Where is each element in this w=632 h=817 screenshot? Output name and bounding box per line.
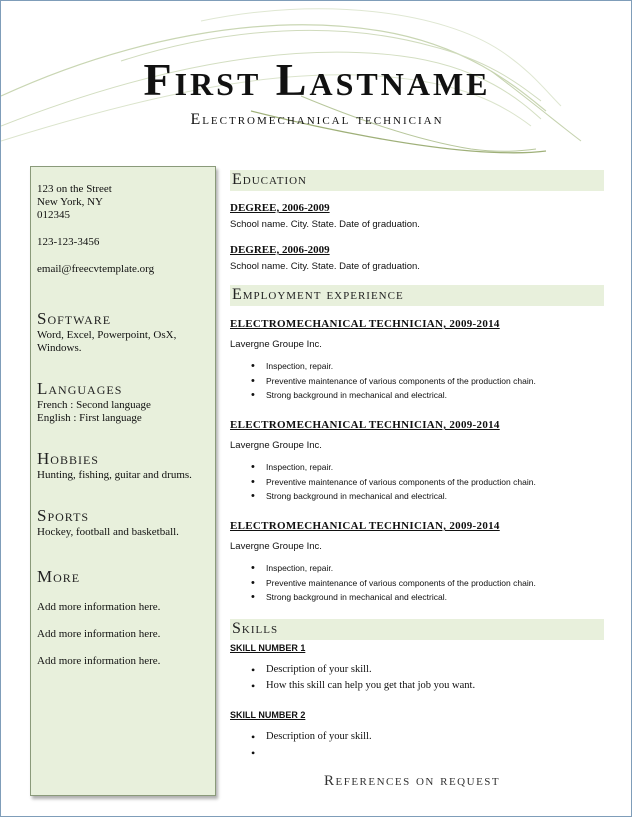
more-line: Add more information here.: [37, 601, 161, 613]
language-line: French : Second language: [37, 399, 151, 411]
references-note: References on request: [324, 773, 501, 789]
more-line: Add more information here.: [37, 655, 161, 667]
list-item: • Strong background in mechanical and electrical.: [251, 489, 604, 504]
job-entry: [230, 520, 604, 605]
degree-title: DEGREE, 2006-2009: [230, 202, 330, 214]
company-name: Lavergne Groupe Inc.: [230, 440, 322, 451]
skill-entry: [230, 709, 604, 761]
degree-title: DEGREE, 2006-2009: [230, 244, 330, 256]
degree-detail: School name. City. State. Date of graduation.: [230, 219, 420, 230]
language-line: English : First language: [37, 412, 142, 424]
sidebar-heading-more: More: [37, 567, 81, 586]
address-line: New York, NY: [37, 196, 104, 208]
more-line: Add more information here.: [37, 628, 161, 640]
section-heading-education: Education: [230, 170, 604, 191]
job-title: ELECTROMECHANICAL TECHNICIAN, 2009-2014: [230, 520, 500, 532]
company-name: Lavergne Groupe Inc.: [230, 541, 322, 552]
job-duties: [251, 460, 604, 504]
section-heading-skills: Skills: [230, 619, 604, 640]
education-entry: [230, 202, 604, 231]
candidate-name: First Lastname: [143, 54, 491, 105]
list-item: • Preventive maintenance of various components of the production chain.: [251, 475, 604, 490]
job-title: ELECTROMECHANICAL TECHNICIAN, 2009-2014: [230, 419, 500, 431]
contact-sidebar: [30, 166, 216, 796]
job-entry: [230, 419, 604, 504]
skill-entry: [230, 642, 604, 694]
email-address: email@freecvtemplate.org: [37, 263, 155, 275]
company-name: Lavergne Groupe Inc.: [230, 339, 322, 350]
list-item: • How this skill can help you get that job you want.: [251, 678, 604, 694]
list-item: • Preventive maintenance of various components of the production chain.: [251, 576, 604, 591]
skill-details: [251, 662, 604, 694]
address-line: 012345: [37, 209, 70, 221]
list-item: • Strong background in mechanical and electrical.: [251, 590, 604, 605]
address-line: 123 on the Street: [37, 183, 112, 195]
list-item: [251, 745, 604, 761]
skill-name: SKILL NUMBER 1: [230, 643, 306, 653]
degree-detail: School name. City. State. Date of graduation.: [230, 261, 420, 272]
sidebar-heading-hobbies: Hobbies: [37, 449, 99, 468]
list-item: • Strong background in mechanical and electrical.: [251, 388, 604, 403]
sports-text: Hockey, football and basketball.: [37, 526, 179, 538]
skill-details: [251, 729, 604, 761]
list-item: • Description of your skill.: [251, 662, 604, 678]
candidate-title: Electromechanical technician: [190, 111, 444, 128]
list-item: • Inspection, repair.: [251, 460, 604, 475]
list-item: • Inspection, repair.: [251, 359, 604, 374]
hobbies-text: Hunting, fishing, guitar and drums.: [37, 469, 192, 481]
phone-number: 123-123-3456: [37, 236, 100, 248]
sidebar-heading-languages: Languages: [37, 379, 123, 398]
education-entry: [230, 244, 604, 273]
job-entry: [230, 318, 604, 403]
list-item: • Description of your skill.: [251, 729, 604, 745]
software-text: Word, Excel, Powerpoint, OsX, Windows.: [37, 329, 177, 354]
sidebar-heading-software: Software: [37, 309, 112, 328]
job-title: ELECTROMECHANICAL TECHNICIAN, 2009-2014: [230, 318, 500, 330]
section-heading-employment: Employment experience: [230, 285, 604, 306]
job-duties: [251, 359, 604, 403]
list-item: • Inspection, repair.: [251, 561, 604, 576]
sidebar-heading-sports: Sports: [37, 506, 90, 525]
job-duties: [251, 561, 604, 605]
list-item: • Preventive maintenance of various components of the production chain.: [251, 374, 604, 389]
skill-name: SKILL NUMBER 2: [230, 710, 306, 720]
